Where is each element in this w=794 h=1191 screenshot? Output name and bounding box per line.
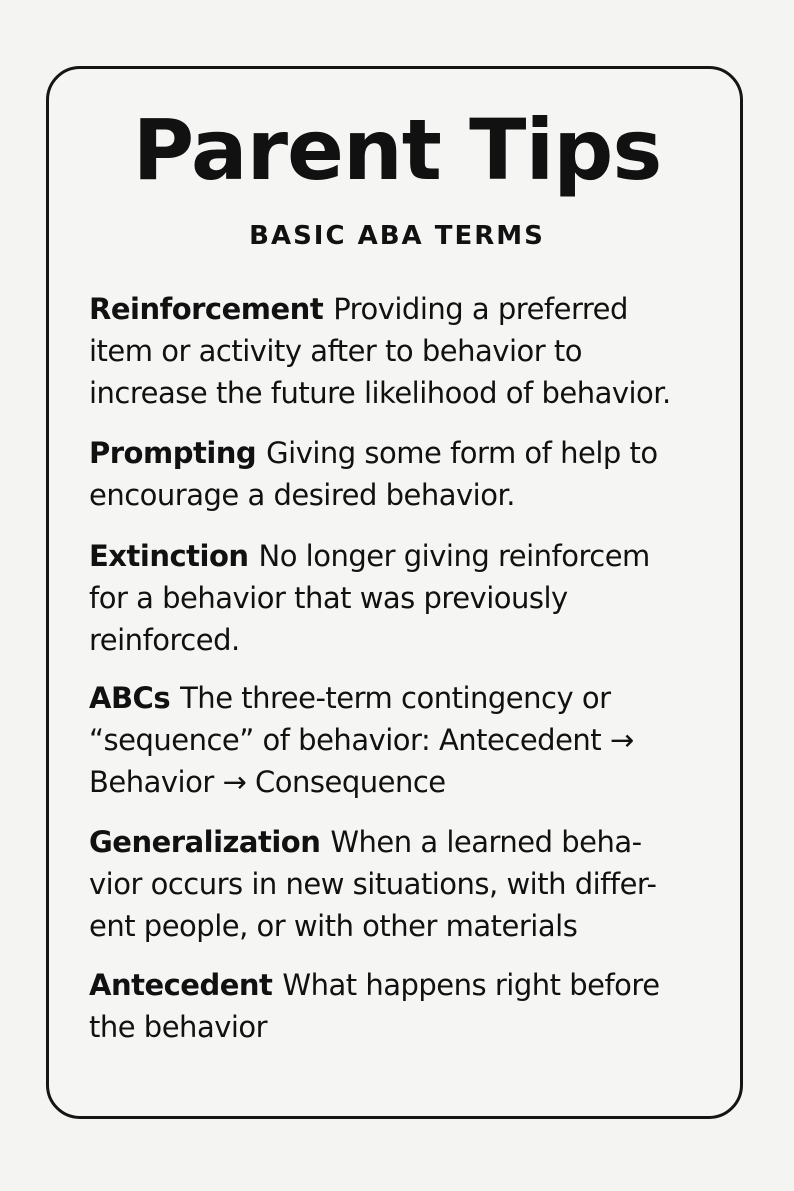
term-definition: for a behavior that was previously [89,581,568,615]
term-first-line [89,964,729,1006]
term-name: ABCs [89,681,171,715]
term-first-line [89,821,729,863]
term-name: Prompting [89,436,257,470]
term-definition: the behavior [89,1010,268,1044]
term-definition: vior occurs in new situations, with differ- [89,867,657,901]
term-definition: item or activity after to behavior to [89,334,583,368]
term-name: Antecedent [89,968,273,1002]
term-definition: increase the future likelihood of behavior. [89,376,671,410]
term-antecedent [89,964,729,1048]
term-name: Generalization [89,825,321,859]
term-generalization [89,821,729,947]
term-definition: When a learned beha- [330,825,642,859]
page-title: Parent Tips [132,101,662,199]
term-definition: The three-term contingency or [180,681,611,715]
term-name: Reinforcement [89,292,324,326]
term-prompting [89,432,729,516]
term-definition: Giving some form of help to [266,436,658,470]
term-definition: Providing a preferred [333,292,628,326]
term-name: Extinction [89,539,249,573]
term-definition: “sequence” of behavior: Antecedent → [89,723,634,757]
term-definition: encourage a desired behavior. [89,478,515,512]
term-first-line [89,432,729,474]
term-definition: What happens right before [282,968,660,1002]
term-extinction [89,535,729,661]
page-subtitle: BASIC ABA TERMS [249,221,545,251]
term-definition: ent people, or with other materials [89,909,578,943]
term-reinforcement [89,288,729,414]
term-first-line [89,677,729,719]
term-definition: No longer giving reinforcem [258,539,650,573]
term-abcs [89,677,729,803]
term-definition: reinforced. [89,623,240,657]
term-definition: Behavior → Consequence [89,765,446,799]
term-first-line [89,535,729,577]
term-first-line [89,288,729,330]
